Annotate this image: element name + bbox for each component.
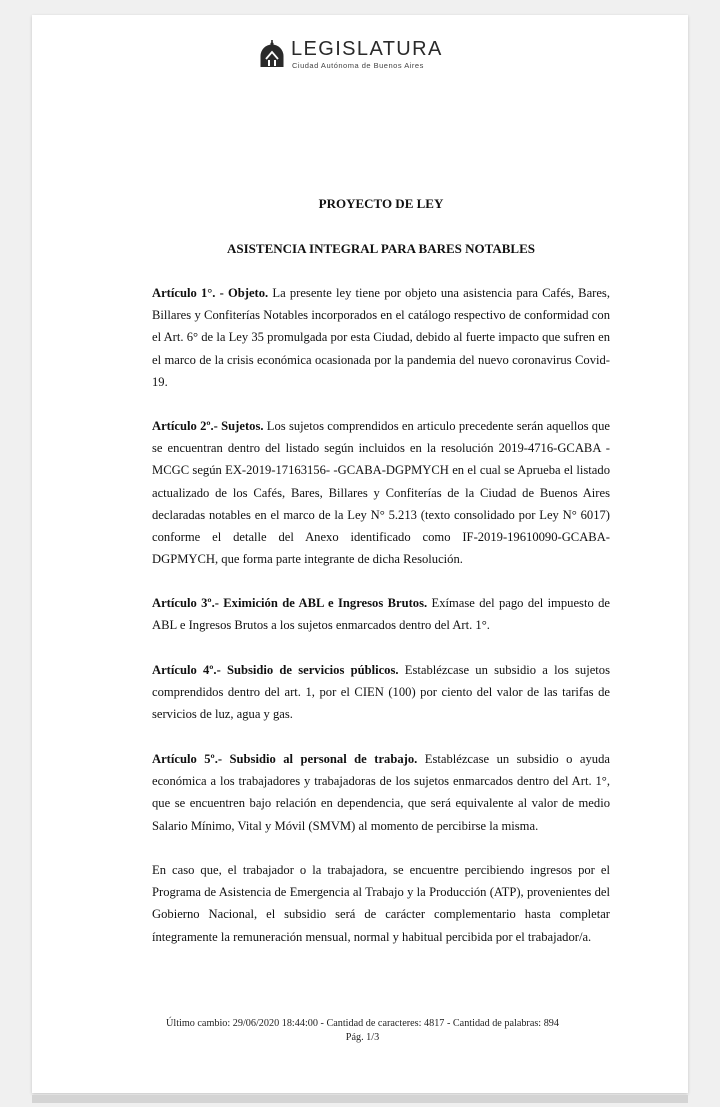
document-subtitle: ASISTENCIA INTEGRAL PARA BARES NOTABLES xyxy=(227,241,535,256)
article-3-heading: Artículo 3º.- Eximición de ABL e Ingresos Brutos. xyxy=(152,596,428,610)
article-5-heading: Artículo 5º.- Subsidio al personal de trabajo. xyxy=(152,752,418,766)
logo-subtitle: Ciudad Autónoma de Buenos Aires xyxy=(292,61,424,70)
article-2 xyxy=(152,415,610,570)
closing-paragraph: En caso que, el trabajador o la trabajadora, se encuentre percibiendo ingresos por el Programa de Asistencia de Emergencia al Trabajo y la Producción (ATP), provenientes del Gobierno Nacional, el subsidio será de carácter complementario hasta completar íntegramente la remuneración mensual, normal y habitual percibida por el trabajador/a. xyxy=(152,863,610,944)
article-4-heading: Artículo 4º.- Subsidio de servicios públicos. xyxy=(152,663,399,677)
article-2-text: Los sujetos comprendidos en articulo precedente serán aquellos que se encuentran dentro del listado según incluidos en la resolución 2019-4716-GCABA - MCGC según EX-2019-17163156- -GCABA-DGPMYCH en el cual se Aprueba el listado actualizado de los Cafés, Bares, Billares y Confiterías de la Ciudad de Buenos Aires declaradas notables en el marco de la Ley N° 5.213 (texto consolidado por Ley N° 6017) conforme el detalle del Anexo identificado como IF-2019-19610090-GCABA-DGPMYCH, que forma parte integrante de dicha Resolución. xyxy=(152,419,610,567)
dome-icon xyxy=(259,39,285,69)
article-4 xyxy=(152,659,610,726)
article-3 xyxy=(152,592,610,636)
legislatura-logo xyxy=(259,38,443,86)
next-page-edge xyxy=(32,1095,688,1103)
article-4-text: Establézcase un subsidio a los sujetos comprendidos dentro del art. 1, por el CIEN (100) por ciento del valor de las tarifas de servicios de luz, agua y gas. xyxy=(152,663,610,722)
article-5 xyxy=(152,748,610,837)
logo-name: LEGISLATURA xyxy=(291,38,443,60)
document-title: PROYECTO DE LEY xyxy=(318,196,444,211)
article-5-text: Establézcase un subsidio o ayuda económica a los trabajadores y trabajadoras de los sujetos enmarcados dentro del Art. 1°, que se encuentren bajo relación en dependencia, que será equivalente al valor de medio Salario Mínimo, Vital y Móvil (SMVM) al momento de percibirse la misma. xyxy=(152,752,610,833)
article-1 xyxy=(152,282,610,393)
article-3-text: Exímase del pago del impuesto de ABL e Ingresos Brutos a los sujetos enmarcados dentro del Art. 1°. xyxy=(152,596,610,633)
article-1-heading: Artículo 1°. - Objeto. xyxy=(152,286,269,300)
article-1-text: La presente ley tiene por objeto una asistencia para Cafés, Bares, Billares y Confiterías Notables incorporados en el catálogo respectivo de conformidad con el Art. 6° de la Ley 35 promulgada por esta Ciudad, debido al fuerte impacto que sufren en el marco de la crisis económica ocasionada por la pandemia del nuevo coronavirus Covid-19. xyxy=(152,286,610,389)
article-2-heading: Artículo 2º.- Sujetos. xyxy=(152,419,264,433)
page-number: Pág. 1/3 xyxy=(345,1032,380,1043)
footer-meta: Último cambio: 29/06/2020 18:44:00 - Cantidad de caracteres: 4817 - Cantidad de palabras: 894 xyxy=(166,1018,559,1029)
